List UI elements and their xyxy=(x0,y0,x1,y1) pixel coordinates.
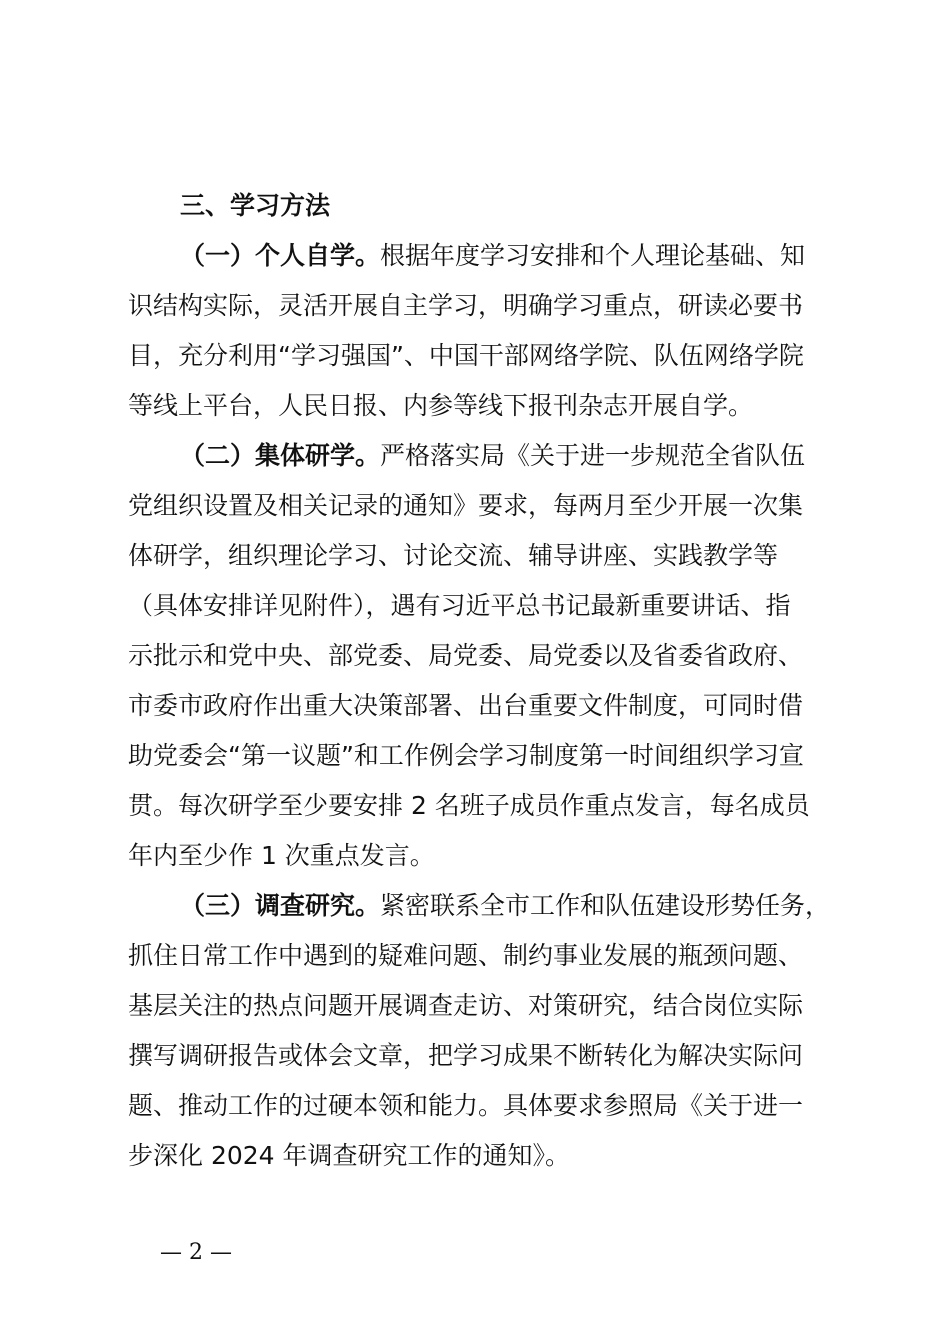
paragraph-3-line-5: 题、推动工作的过硬本领和能力。具体要求参照局《关于进一 xyxy=(128,1091,804,1120)
paragraph-1-line-1 xyxy=(180,240,805,272)
section-heading: 三、学习方法 xyxy=(180,191,331,220)
paragraph-2-line-1 xyxy=(180,440,805,472)
paragraph-3-line-6: 步深化 2024 年调查研究工作的通知》。 xyxy=(128,1141,571,1170)
paragraph-3-text: 紧密联系全市工作和队伍建设形势任务， xyxy=(380,891,831,920)
paragraph-2-line-3: 体研学，组织理论学习、讨论交流、辅导讲座、实践教学等 xyxy=(128,541,779,570)
paragraph-1-title: （一）个人自学。 xyxy=(180,241,381,270)
paragraph-2-line-5: 示批示和党中央、部党委、局党委、局党委以及省委省政府、 xyxy=(128,641,804,670)
paragraph-3-line-3: 基层关注的热点问题开展调查走访、对策研究，结合岗位实际 xyxy=(128,991,804,1020)
page-number: — 2 — xyxy=(160,1240,232,1265)
paragraph-2-line-6: 市委市政府作出重大决策部署、出台重要文件制度，可同时借 xyxy=(128,691,804,720)
paragraph-1-line-4: 等线上平台，人民日报、内参等线下报刊杂志开展自学。 xyxy=(128,391,754,420)
paragraph-3-line-4: 撰写调研报告或体会文章，把学习成果不断转化为解决实际问 xyxy=(128,1041,804,1070)
paragraph-2-line-8: 贯。每次研学至少要安排 2 名班子成员作重点发言，每名成员 xyxy=(128,791,810,820)
paragraph-1-line-2: 识结构实际，灵活开展自主学习，明确学习重点，研读必要书 xyxy=(128,291,804,320)
paragraph-3-line-1 xyxy=(180,890,830,922)
paragraph-2-line-2: 党组织设置及相关记录的通知》要求，每两月至少开展一次集 xyxy=(128,491,804,520)
paragraph-1-text: 根据年度学习安排和个人理论基础、知 xyxy=(380,241,806,270)
paragraph-3-title: （三）调查研究。 xyxy=(180,891,381,920)
paragraph-2-title: （二）集体研学。 xyxy=(180,441,381,470)
paragraph-2-line-4: （具体安排详见附件），遇有习近平总书记最新重要讲话、指 xyxy=(128,591,791,620)
paragraph-3-line-2: 抓住日常工作中遇到的疑难问题、制约事业发展的瓶颈问题、 xyxy=(128,941,804,970)
paragraph-2-text: 严格落实局《关于进一步规范全省队伍 xyxy=(380,441,806,470)
paragraph-1-line-3: 目，充分利用“学习强国”、中国干部网络学院、队伍网络学院 xyxy=(128,341,804,370)
paragraph-2-line-7: 助党委会“第一议题”和工作例会学习制度第一时间组织学习宣 xyxy=(128,741,804,770)
paragraph-2-line-9: 年内至少作 1 次重点发言。 xyxy=(128,841,435,870)
